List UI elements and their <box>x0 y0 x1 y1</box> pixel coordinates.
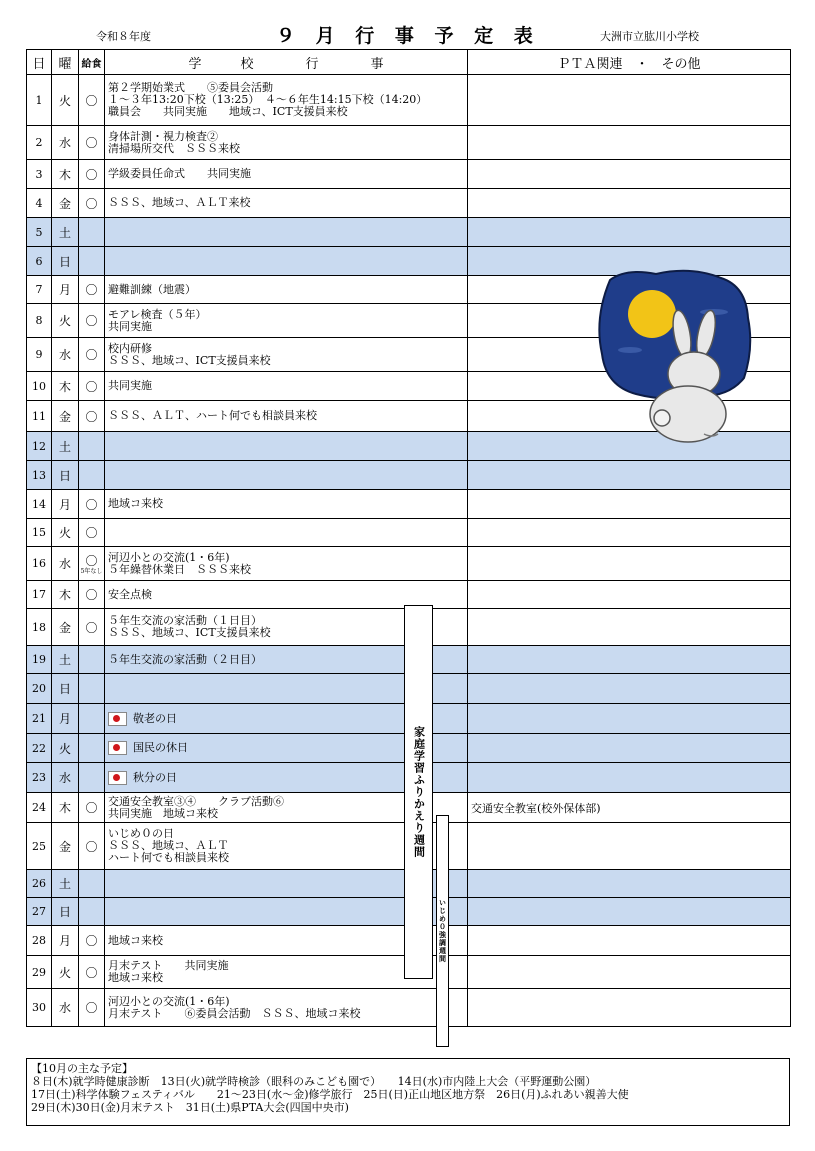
school-events-cell <box>105 372 468 401</box>
weekday-cell: 土 <box>52 646 79 674</box>
event-text: 共同実施 <box>108 379 152 392</box>
pta-cell <box>468 160 791 189</box>
col-header-school-events: 学 校 行 事 <box>105 50 468 75</box>
meal-mark: 〇 <box>85 93 98 108</box>
weekday-cell: 木 <box>52 581 79 609</box>
table-row <box>27 490 791 519</box>
table-row <box>27 519 791 547</box>
school-events-cell <box>105 218 468 247</box>
event-text: 地域コ来校 <box>108 971 163 984</box>
event-line <box>108 564 467 576</box>
day-cell: 18 <box>27 609 52 646</box>
event-text: 秋分の日 <box>133 770 177 784</box>
event-line <box>108 197 467 209</box>
meal-cell <box>79 338 105 372</box>
meal-cell <box>79 189 105 218</box>
ijime-zero-week-band <box>436 815 449 1047</box>
meal-cell <box>79 734 105 763</box>
pta-cell <box>468 989 791 1027</box>
col-header-day: 日 <box>27 50 52 75</box>
school-events-cell <box>105 160 468 189</box>
meal-mark: 〇 <box>85 1001 98 1015</box>
event-text: 清掃場所交代 ＳＳＳ来校 <box>108 141 240 155</box>
next-month-notes <box>26 1058 790 1126</box>
school-events-cell <box>105 189 468 218</box>
weekday-cell: 日 <box>52 674 79 704</box>
pta-cell <box>468 218 791 247</box>
table-row <box>27 126 791 160</box>
event-text: 校内研修 <box>108 341 152 355</box>
weekday-cell: 火 <box>52 734 79 763</box>
weekday-cell: 金 <box>52 401 79 432</box>
day-cell: 2 <box>27 126 52 160</box>
day-cell: 23 <box>27 763 52 793</box>
japan-flag-icon <box>108 771 127 785</box>
table-row <box>27 989 791 1027</box>
day-cell: 30 <box>27 989 52 1027</box>
pta-cell <box>468 490 791 519</box>
ijime-zero-week-label: いじめ０強調週間 <box>438 899 448 963</box>
pta-cell <box>468 609 791 646</box>
meal-cell <box>79 581 105 609</box>
event-line <box>108 284 467 296</box>
meal-cell <box>79 989 105 1027</box>
meal-cell <box>79 898 105 926</box>
pta-cell <box>468 547 791 581</box>
pta-cell <box>468 823 791 870</box>
day-cell: 12 <box>27 432 52 461</box>
col-header-pta: ＰＴＡ関連 ・ その他 <box>468 50 791 75</box>
event-line <box>108 498 467 510</box>
pta-cell <box>468 519 791 547</box>
notes-line-1: ８日(木)就学時健康診断 13日(火)就学時検診（眼科のみこども園で） 14日(水)市内陸上大会（平野運動公園） <box>31 1075 597 1088</box>
event-text: ＳＳＳ、ＡＬＴ、ハート何でも相談員来校 <box>108 409 317 422</box>
col-header-dow: 曜 <box>52 50 79 75</box>
meal-cell <box>79 75 105 126</box>
day-cell: 22 <box>27 734 52 763</box>
weekday-cell: 月 <box>52 926 79 956</box>
weekday-cell: 日 <box>52 898 79 926</box>
event-text: ハート何でも相談員来校 <box>108 851 229 864</box>
school-events-cell <box>105 519 468 547</box>
pta-cell: 交通安全教室(校外保体部) <box>468 793 791 823</box>
meal-mark: 〇 <box>85 620 98 635</box>
meal-cell <box>79 763 105 793</box>
school-name: 大洲市立肱川小学校 <box>600 30 699 43</box>
event-text: 共同実施 <box>108 319 152 333</box>
weekday-cell: 土 <box>52 870 79 898</box>
day-cell: 29 <box>27 956 52 989</box>
day-cell: 21 <box>27 704 52 734</box>
event-text: 共同実施 地域コ来校 <box>108 806 218 820</box>
table-row <box>27 547 791 581</box>
meal-cell <box>79 793 105 823</box>
event-text: ５年生交流の家活動（２日目） <box>108 652 262 666</box>
event-text: 職員会 共同実施 地域コ、ICT支援員来校 <box>108 105 348 118</box>
day-cell: 16 <box>27 547 52 581</box>
event-text: ＳＳＳ、地域コ、ＡＬＴ来校 <box>108 196 251 209</box>
school-events-cell <box>105 304 468 338</box>
day-cell: 9 <box>27 338 52 372</box>
day-cell: 17 <box>27 581 52 609</box>
pta-cell <box>468 75 791 126</box>
notes-heading: 【10月の主な予定】 <box>31 1062 133 1075</box>
meal-cell <box>79 372 105 401</box>
weekday-cell: 木 <box>52 372 79 401</box>
event-line <box>108 321 467 333</box>
meal-cell <box>79 823 105 870</box>
weekday-cell: 水 <box>52 763 79 793</box>
event-text: ＳＳＳ、地域コ、ICT支援員来校 <box>108 353 271 367</box>
meal-cell <box>79 609 105 646</box>
event-text: 学級委員任命式 共同実施 <box>108 167 251 180</box>
home-study-week-label: 家庭学習ふりかえり週間 <box>412 726 426 858</box>
weekday-cell: 火 <box>52 519 79 547</box>
meal-mark: 〇 <box>85 196 98 211</box>
school-events-cell <box>105 401 468 432</box>
weekday-cell: 月 <box>52 276 79 304</box>
meal-mark: 〇 <box>85 136 98 150</box>
day-cell: 14 <box>27 490 52 519</box>
weekday-cell: 月 <box>52 704 79 734</box>
page-title: ９ 月 行 事 予 定 表 <box>276 25 540 47</box>
table-header-row <box>27 50 791 75</box>
meal-cell <box>79 401 105 432</box>
table-row <box>27 75 791 126</box>
event-line <box>108 380 467 392</box>
meal-cell <box>79 674 105 704</box>
event-text: 国民の休日 <box>133 741 188 754</box>
meal-cell <box>79 956 105 989</box>
meal-cell <box>79 926 105 956</box>
table-row <box>27 160 791 189</box>
table-row <box>27 461 791 490</box>
event-text: いじめ０の日 <box>108 827 174 840</box>
day-cell: 5 <box>27 218 52 247</box>
meal-mark: 〇 <box>85 314 98 328</box>
school-events-cell <box>105 247 468 276</box>
event-line <box>108 410 467 422</box>
event-text: 身体計測・視力検査② <box>108 129 218 143</box>
weekday-cell: 金 <box>52 189 79 218</box>
meal-cell <box>79 490 105 519</box>
meal-mark: 〇 <box>85 965 98 980</box>
meal-mark: 〇 <box>85 801 98 815</box>
pta-cell <box>468 704 791 734</box>
col-header-meal: 給食 <box>79 50 105 75</box>
day-cell: 19 <box>27 646 52 674</box>
page-header <box>26 24 790 46</box>
school-events-cell <box>105 461 468 490</box>
event-text: ＳＳＳ、地域コ、ICT支援員来校 <box>108 626 271 639</box>
fiscal-year-label: 令和８年度 <box>96 30 151 43</box>
event-line <box>108 106 467 118</box>
weekday-cell: 火 <box>52 956 79 989</box>
weekday-cell: 土 <box>52 432 79 461</box>
weekday-cell: 水 <box>52 126 79 160</box>
meal-mark: 〇 <box>85 526 98 540</box>
meal-mark: 〇 <box>85 934 98 948</box>
weekday-cell: 水 <box>52 338 79 372</box>
event-text: ５年繰替休業日 ＳＳＳ来校 <box>108 562 251 576</box>
school-events-cell <box>105 490 468 519</box>
pta-cell <box>468 956 791 989</box>
weekday-cell: 火 <box>52 304 79 338</box>
day-cell: 27 <box>27 898 52 926</box>
event-line <box>108 309 467 321</box>
pta-cell <box>468 674 791 704</box>
pta-cell <box>468 461 791 490</box>
school-events-cell <box>105 989 468 1027</box>
day-cell: 6 <box>27 247 52 276</box>
event-text: 月末テスト ⑥委員会活動 ＳＳＳ、地域コ来校 <box>108 1006 361 1020</box>
event-text: 敬老の日 <box>133 711 177 725</box>
event-line <box>108 168 467 180</box>
event-text: 地域コ来校 <box>108 933 163 947</box>
day-cell: 11 <box>27 401 52 432</box>
meal-mark: 〇 <box>85 283 98 297</box>
pta-cell <box>468 581 791 609</box>
weekday-cell: 日 <box>52 461 79 490</box>
event-line <box>108 1008 467 1020</box>
event-line <box>108 143 467 155</box>
event-text: 地域コ来校 <box>108 497 163 510</box>
meal-cell <box>79 646 105 674</box>
moon-rabbit-illustration <box>596 268 756 444</box>
meal-cell <box>79 704 105 734</box>
event-line <box>108 589 467 601</box>
meal-cell <box>79 218 105 247</box>
pta-cell <box>468 926 791 956</box>
weekday-cell: 水 <box>52 547 79 581</box>
meal-cell <box>79 870 105 898</box>
event-line <box>108 355 467 367</box>
meal-cell <box>79 276 105 304</box>
day-cell: 7 <box>27 276 52 304</box>
day-cell: 15 <box>27 519 52 547</box>
event-text: ５年生交流の家活動（１日目） <box>108 614 262 627</box>
home-study-week-band <box>404 605 433 979</box>
meal-cell <box>79 519 105 547</box>
table-row <box>27 189 791 218</box>
table-row <box>27 218 791 247</box>
weekday-cell: 月 <box>52 490 79 519</box>
school-events-cell <box>105 547 468 581</box>
weekday-cell: 土 <box>52 218 79 247</box>
meal-cell <box>79 160 105 189</box>
event-text: 避難訓練（地震） <box>108 282 196 296</box>
weekday-cell: 金 <box>52 823 79 870</box>
pta-cell <box>468 126 791 160</box>
meal-note: 5年なし <box>80 568 103 575</box>
meal-mark: 〇 <box>85 379 98 394</box>
meal-cell <box>79 126 105 160</box>
day-cell: 10 <box>27 372 52 401</box>
pta-cell <box>468 870 791 898</box>
event-text: 安全点検 <box>108 587 152 601</box>
meal-cell <box>79 432 105 461</box>
meal-mark: 〇 <box>85 348 98 362</box>
moon-icon <box>628 290 676 338</box>
day-cell: 4 <box>27 189 52 218</box>
day-cell: 20 <box>27 674 52 704</box>
weekday-cell: 木 <box>52 160 79 189</box>
japan-flag-icon <box>108 712 127 726</box>
weekday-cell: 金 <box>52 609 79 646</box>
pta-cell <box>468 898 791 926</box>
event-text: モアレ検査（５年） <box>108 307 207 321</box>
pta-cell <box>468 734 791 763</box>
weekday-cell: 日 <box>52 247 79 276</box>
meal-mark: 〇 <box>85 554 98 568</box>
day-cell: 13 <box>27 461 52 490</box>
meal-mark: 〇 <box>85 497 98 512</box>
weekday-cell: 火 <box>52 75 79 126</box>
school-events-cell <box>105 276 468 304</box>
weekday-cell: 水 <box>52 989 79 1027</box>
meal-cell <box>79 547 105 581</box>
meal-mark: 〇 <box>85 588 98 602</box>
day-cell: 24 <box>27 793 52 823</box>
event-text: 河辺小との交流(1・6年) <box>108 550 230 564</box>
notes-line-3: 29日(木)30日(金)月末テスト 31日(土)県PTA大会(四国中央市) <box>31 1101 349 1114</box>
meal-cell <box>79 461 105 490</box>
event-text: 河辺小との交流(1・6年) <box>108 994 230 1008</box>
day-cell: 1 <box>27 75 52 126</box>
pta-cell <box>468 189 791 218</box>
meal-mark: 〇 <box>85 167 98 182</box>
weekday-cell: 木 <box>52 793 79 823</box>
meal-mark: 〇 <box>85 409 98 424</box>
school-events-cell <box>105 338 468 372</box>
day-cell: 8 <box>27 304 52 338</box>
event-text: 月末テスト 共同実施 <box>108 959 229 972</box>
day-cell: 28 <box>27 926 52 956</box>
meal-mark: 〇 <box>85 839 98 854</box>
event-text: ＳＳＳ、地域コ、ＡＬＴ <box>108 839 229 852</box>
meal-cell <box>79 304 105 338</box>
school-events-cell <box>105 126 468 160</box>
day-cell: 26 <box>27 870 52 898</box>
event-text: 交通安全教室③④ クラブ活動⑥ <box>108 794 284 808</box>
day-cell: 25 <box>27 823 52 870</box>
pta-cell <box>468 646 791 674</box>
pta-cell <box>468 763 791 793</box>
event-text: １～３年13:20下校（13:25） ４～６年生14:15下校（14:20） <box>108 93 428 106</box>
school-events-cell <box>105 432 468 461</box>
day-cell: 3 <box>27 160 52 189</box>
notes-line-2: 17日(土)科学体験フェスティバル 21～23日(水～金)修学旅行 25日(日)正山地区地方祭 26日(月)ふれあい親善大使 <box>31 1088 629 1101</box>
meal-cell <box>79 247 105 276</box>
japan-flag-icon <box>108 741 127 755</box>
event-text: 第２学期始業式 ⑤委員会活動 <box>108 81 273 94</box>
school-events-cell <box>105 75 468 126</box>
